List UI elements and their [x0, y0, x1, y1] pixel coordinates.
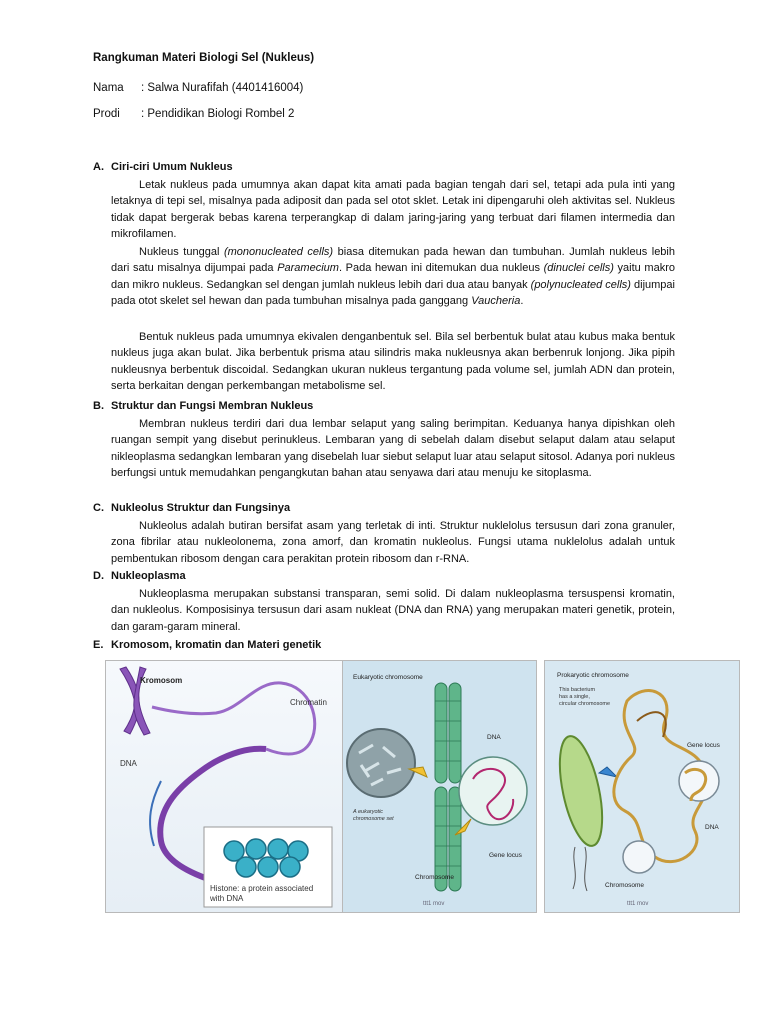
prodi-row: [93, 108, 294, 120]
section-b-title: Struktur dan Fungsi Membran Nukleus: [111, 400, 314, 412]
note-line2: has a single,: [559, 694, 590, 700]
footer-pro: ttt1 mov: [627, 901, 649, 907]
note-line1: This bacterium: [559, 687, 596, 693]
section-b-paragraph-1: Membran nukleus terdiri dari dua lembar selaput yang saling berimpitan. Keduanya hanya dipishkan oleh ruangan sempit yang disebut perinukleus. Lembaran yang di sebelah dalam disebut selaput dalam atau selaput nikleoplasma sedangkan lembaran yang disebelah luar siebut selaput luar atau selaput sitosol. Adanya pori nukleus berfungsi untuk memudahkan pengangkutan bahan atau senyawa dari atau menuju ke sitoplasma.: [111, 418, 675, 479]
footer-euk: ttt1 mov: [423, 901, 445, 907]
document-title: Rangkuman Materi Biologi Sel (Nukleus): [93, 52, 315, 64]
label-prokaryotic: Prokaryotic chromosome: [557, 672, 629, 679]
section-e-title: Kromosom, kromatin dan Materi genetik: [111, 639, 322, 651]
section-a-title: Ciri-ciri Umum Nukleus: [111, 161, 233, 173]
label-gene-locus-euk: Gene locus: [489, 852, 522, 859]
label-kromosom: Kromosom: [140, 676, 183, 685]
cell-label-line2: chromosome set: [353, 816, 394, 822]
section-a-paragraph-3: Bentuk nukleus pada umumnya ekivalen denganbentuk sel. Bila sel berbentuk bulat atau kubus maka bentuk nukleus juga akan bulat. Jika berbentuk prisma atau silindris maka nukleusnya akan berbenruk lonjong. Jika pipih nukleusnya berbentuk discoidal. Sedangkan ukuran nukleus tergantung pada volume sel, jumlah ADN dan protein, serta berkaitan dengan perkembangan metabolisme sel.: [111, 331, 675, 392]
cell-nucleus-circle: [347, 729, 415, 797]
nama-label: Nama: [93, 82, 124, 94]
label-chromosome-pro: Chromosome: [605, 882, 645, 889]
label-eukaryotic: Eukaryotic chromosome: [353, 674, 423, 681]
figure-chromosome-dna: [105, 660, 343, 913]
section-a-paragraph-1: Letak nukleus pada umumnya akan dapat kita amati pada bagian tengah dari sel, tetapi ada pula inti yang letaknya di tepi sel, misalnya pada adiposit dan pada sel otot sklet. Letak ini dipengaruhi oleh aktivitas sel. Nukleus tidak dapat bergerak bebas karena terperangkap di dalam jaring-jaring yang terbuat dari filamen intermedia dan mikrofilamen.: [111, 179, 675, 240]
prodi-label: Prodi: [93, 108, 120, 120]
nama-value: : Salwa Nurafifah (4401416004): [141, 82, 304, 94]
zoom-circle-2: [623, 841, 655, 873]
figure-eukaryotic-chromosome: [342, 660, 537, 913]
section-c-paragraph-1: Nukleolus adalah butiran bersifat asam yang terletak di inti. Struktur nuklelolus tersusun dari zona granuler, zona fibrilar atau nukleolonema, zona amorf, dan kromatin nukleolus. Fungsi utama nuklelolus adalah untuk pembentukan ribosom dengan cara perakitan protein ribosom dan r-RNA.: [111, 520, 675, 565]
section-c-heading: [93, 502, 290, 514]
section-d-paragraph-1: Nukleoplasma merupakan substansi transparan, semi solid. Di dalam nukleoplasma tersuspensi kromatin, dan nukleolus. Komposisinya tersusun dari asam nukleat (DNA dan RNA) yang merupakan materi genetik, protein, dan garam-garam mineral.: [111, 588, 675, 633]
label-dna-euk: DNA: [487, 734, 501, 741]
section-e-letter: E.: [93, 639, 104, 651]
prodi-value: : Pendidikan Biologi Rombel 2: [141, 108, 295, 120]
section-a-paragraph-2: Nukleus tunggal (mononucleated cells) biasa ditemukan pada hewan dan tumbuhan. Jumlah nukleus lebih dari satu misalnya dijumpai pada Paramecium. Pada hewan ini ditemukan dua nukleus (dinuclei cells) yaitu makro dan mikro nukleus. Sedangkan sel dengan jumlah nukleus lebih dari dua atau banyak (polynucleated cells) dijumpai pada otot skelet sel hewan dan pada tumbuhan misalnya pada ganggang Vaucheria.: [111, 246, 675, 307]
section-a-heading: [93, 161, 233, 173]
label-chromosome-euk: Chromosome: [415, 874, 455, 881]
histone-label-line1: Histone: a protein associated: [210, 884, 314, 893]
zoom-circle-1: [679, 761, 719, 801]
section-b-heading: [93, 400, 313, 412]
section-d-letter: D.: [93, 570, 104, 582]
label-dna: DNA: [120, 759, 137, 768]
section-c-letter: C.: [93, 502, 104, 514]
note-line3: circular chromosome: [559, 701, 611, 707]
section-d-heading: [93, 570, 186, 582]
nama-row: [93, 82, 303, 94]
section-d-title: Nukleoplasma: [111, 570, 186, 582]
figure-prokaryotic-chromosome: [544, 660, 740, 913]
label-chromatin: Chromatin: [290, 698, 327, 707]
section-a-letter: A.: [93, 161, 104, 173]
section-b-letter: B.: [93, 400, 104, 412]
histone-label-line2: with DNA: [210, 894, 244, 903]
section-c-title: Nukleolus Struktur dan Fungsinya: [111, 502, 291, 514]
cell-label-line1: A eukaryotic: [353, 809, 384, 815]
label-dna-pro: DNA: [705, 824, 719, 831]
dna-zoom-circle: [459, 757, 527, 825]
section-e-heading: [93, 639, 321, 651]
label-gene-locus-pro: Gene locus: [687, 742, 720, 749]
